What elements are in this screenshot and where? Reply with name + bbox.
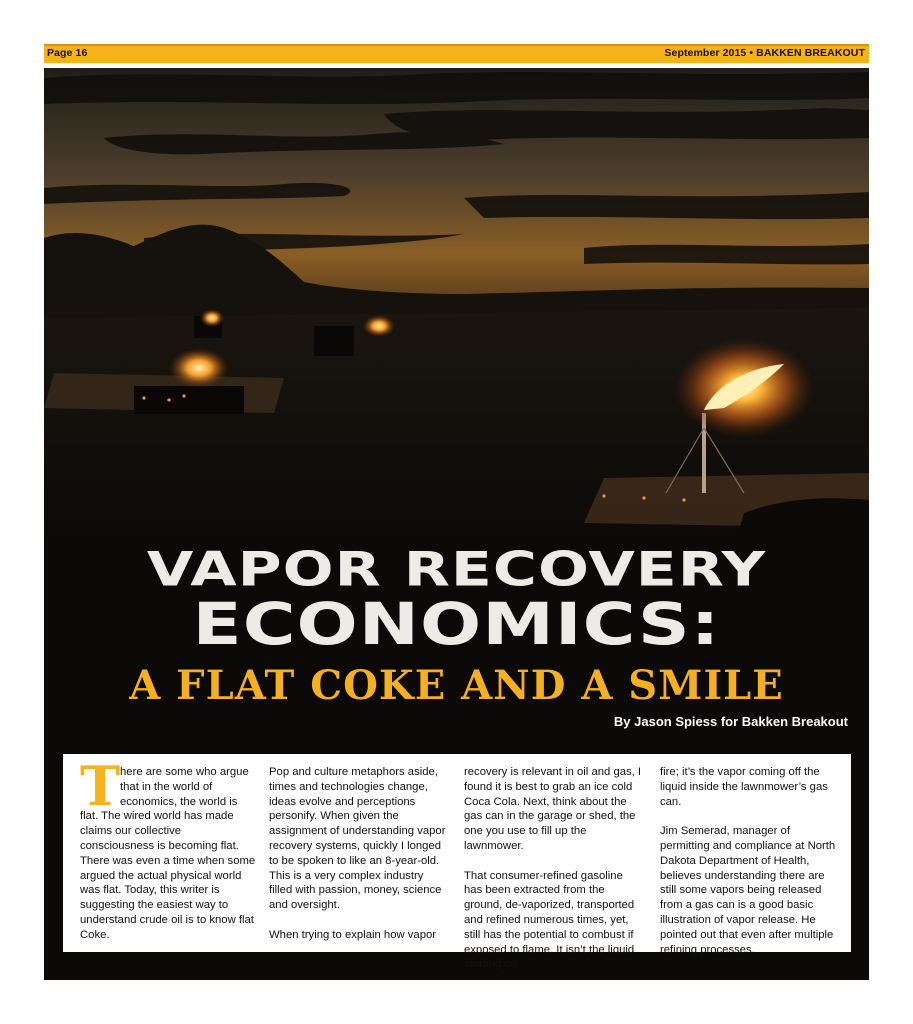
paragraph: here are some who argue that in the world of economics, the world is flat. The wired world has made claims our collective consciousness is becoming flat. There was even a time when some argued the actual physical world was flat. Today, this writer is suggesting the easiest way to understand crude oil is to know flat Coke.: [80, 766, 256, 941]
drop-cap: T: [80, 754, 121, 818]
paragraph: That consumer-refined gasoline has been extracted from the ground, de-vaporized, transported and refined numerous times, yet, still has the potential to combust if exposed to flame. It isn’t the liquid starting on: [464, 869, 635, 971]
paragraph: When trying to explain how vapor: [269, 928, 437, 941]
headline-line-1: VAPOR RECOVERY: [146, 542, 767, 598]
article-body: [63, 754, 851, 971]
article-column-4: [660, 765, 838, 972]
byline: By Jason Spiess for Bakken Breakout: [613, 714, 848, 729]
night-oil-field-flare-photo: [44, 68, 869, 548]
issue-label: September 2015 • BAKKEN BREAKOUT: [664, 47, 865, 59]
page-header-bar: [44, 44, 869, 63]
paragraph: recovery is relevant in oil and gas, I found it is best to grab an ice cold Coca Cola. Next, think about the gas can in the garage or shed, the one you use to fill up the lawnmower.: [464, 766, 642, 852]
paragraph: Pop and culture metaphors aside, times and technologies change, ideas evolve and perceptions personify. When given the assignment of understanding vapor recovery systems, quickly I longed to be spoken to like an 8-year-old. This is a very complex industry filled with passion, money, science and oversight.: [269, 766, 446, 912]
page-number: Page 16: [47, 47, 88, 59]
paragraph: Jim Semerad, manager of permitting and compliance at North Dakota Department of Health, believes understanding there are still some vapors being released from a gas can is a good basic illustration of vapor release. He pointed out that even after multiple refining processes,: [660, 825, 836, 956]
paragraph: fire; it’s the vapor coming off the liquid inside the lawnmower’s gas can.: [660, 766, 828, 808]
headline-subtitle: A FLAT COKE AND A SMILE: [129, 662, 784, 709]
article-column-3: [464, 765, 642, 980]
article-column-2: [269, 765, 447, 957]
headline-line-2: ECONOMICS:: [192, 590, 721, 658]
feature-panel: [44, 68, 869, 980]
article-column-1: [80, 754, 258, 957]
